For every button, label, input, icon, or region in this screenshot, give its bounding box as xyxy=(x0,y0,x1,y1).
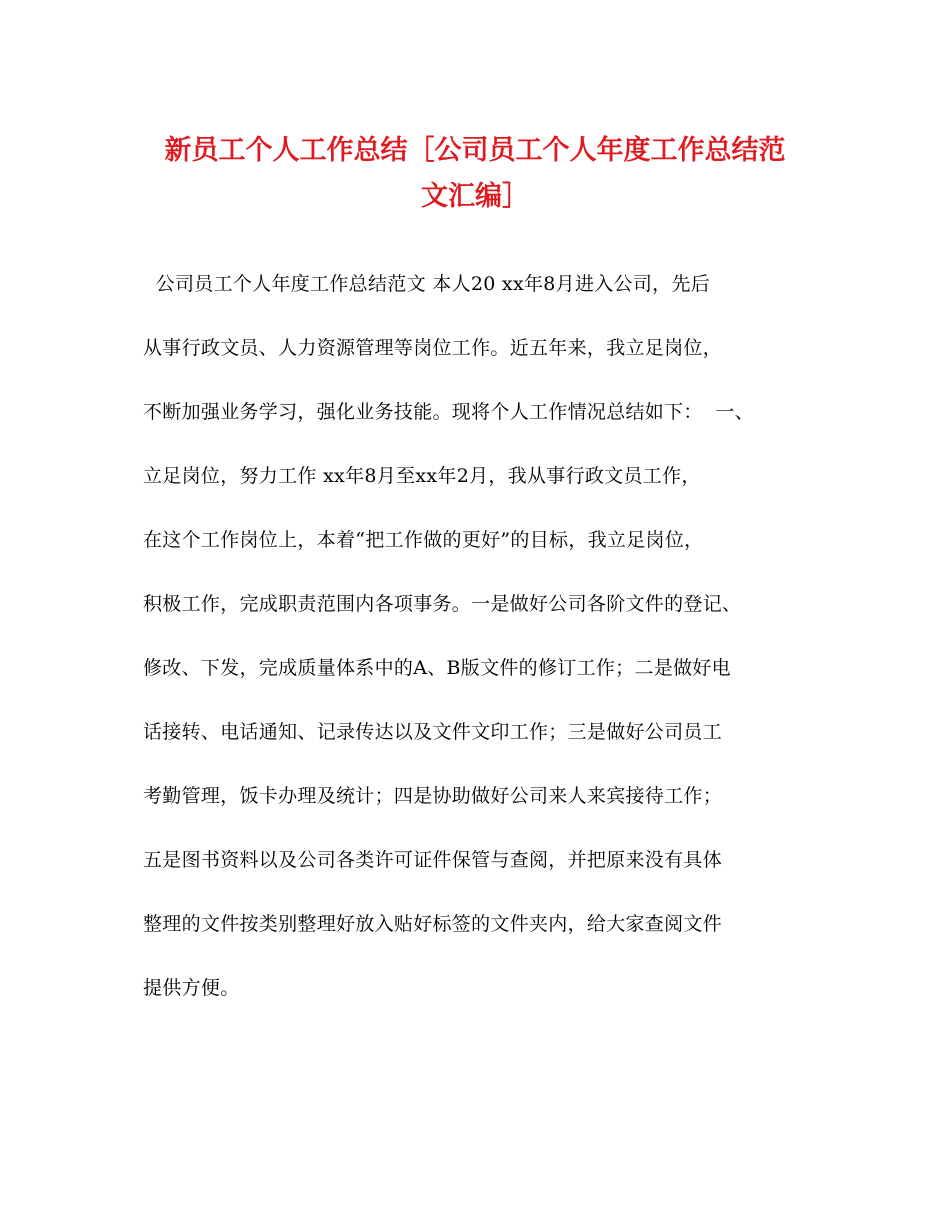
title-line-2: 文汇编］ xyxy=(421,181,529,212)
body-line: 五是图书资料以及公司各类许可证件保管与查阅，并把原来没有具体 xyxy=(143,849,723,871)
body-line: 在这个工作岗位上，本着“把工作做的更好”的目标，我立足岗位， xyxy=(143,529,704,551)
body-line: 整理的文件按类别整理好放入贴好标签的文件夹内，给大家查阅文件 xyxy=(143,913,723,935)
document-title xyxy=(120,128,830,220)
title-line-1: 新员工个人工作总结［公司员工个人年度工作总结范 xyxy=(164,135,786,166)
body-line: 积极工作，完成职责范围内各项事务。一是做好公司各阶文件的登记、 xyxy=(143,593,742,615)
body-line: 考勤管理，饭卡办理及统计；四是协助做好公司来人来宾接待工作； xyxy=(143,785,723,807)
body-line: 提供方便。 xyxy=(143,977,240,999)
body-line: 话接转、电话通知、记录传达以及文件文印工作；三是做好公司员工 xyxy=(143,721,723,743)
body-line: 立足岗位，努力工作 xx年8月至xx年2月，我从事行政文员工作， xyxy=(143,465,701,487)
body-line: 从事行政文员、人力资源管理等岗位工作。近五年来，我立足岗位， xyxy=(143,337,723,359)
document-body xyxy=(143,264,843,1032)
body-line: 公司员工个人年度工作总结范文 本人20 xx年8月进入公司，先后 xyxy=(143,273,711,295)
body-line: 不断加强业务学习，强化业务技能。现将个人工作情况总结如下： 一、 xyxy=(143,401,754,423)
body-line: 修改、下发，完成质量体系中的A、B版文件的修订工作；二是做好电 xyxy=(143,657,731,679)
